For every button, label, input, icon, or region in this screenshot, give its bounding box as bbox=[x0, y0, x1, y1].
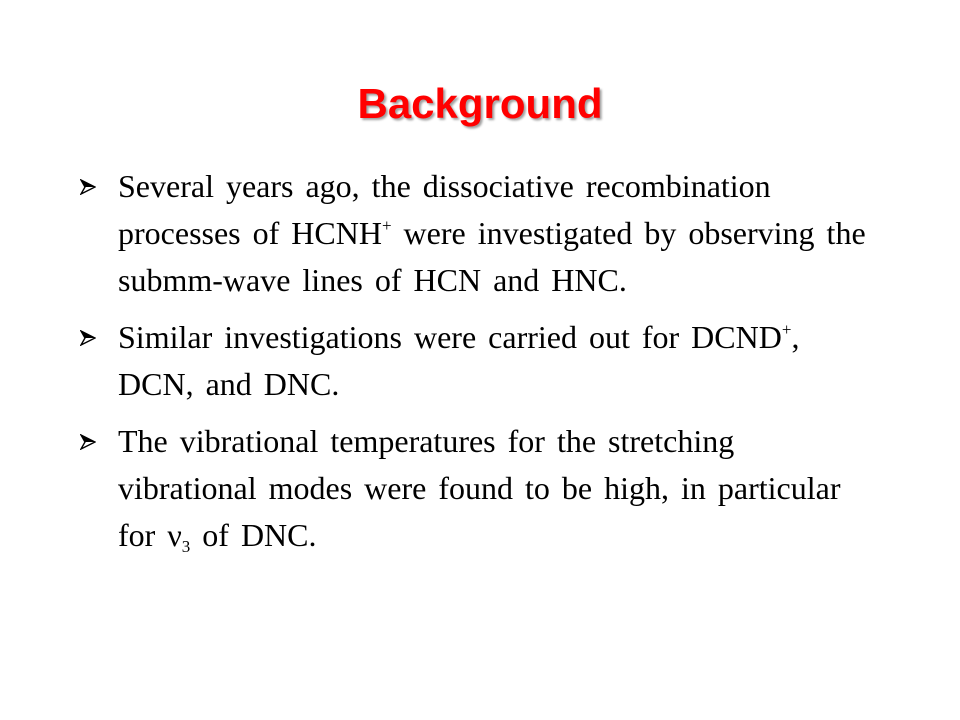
bullet-text-part: The vibrational temperatures for the stretching vibrational modes were found to be high, in particular for ν bbox=[118, 423, 841, 553]
superscript-plus: + bbox=[381, 216, 392, 235]
arrowhead-bullet-icon bbox=[80, 330, 96, 346]
bullet-item bbox=[80, 314, 880, 408]
bullet-list bbox=[80, 163, 880, 569]
bullet-text-part: of DNC. bbox=[190, 517, 317, 553]
superscript-plus: + bbox=[781, 320, 792, 339]
subscript-three: 3 bbox=[181, 537, 191, 556]
bullet-item bbox=[80, 418, 880, 559]
arrowhead-bullet-icon bbox=[80, 179, 96, 195]
bullet-item bbox=[80, 163, 880, 304]
slide-title: Background bbox=[357, 80, 603, 127]
bullet-text-part: Similar investigations were carried out for DCND bbox=[118, 319, 782, 355]
arrowhead-bullet-icon bbox=[80, 434, 96, 450]
bullet-text-part: Several years ago, the dissociative recombination processes of HCNH bbox=[118, 168, 771, 251]
bullet-text-part: were investigated by observing the submm-wave lines of HCN and HNC. bbox=[118, 215, 866, 298]
bullet-text-part: , DCN, and DNC. bbox=[118, 319, 800, 402]
